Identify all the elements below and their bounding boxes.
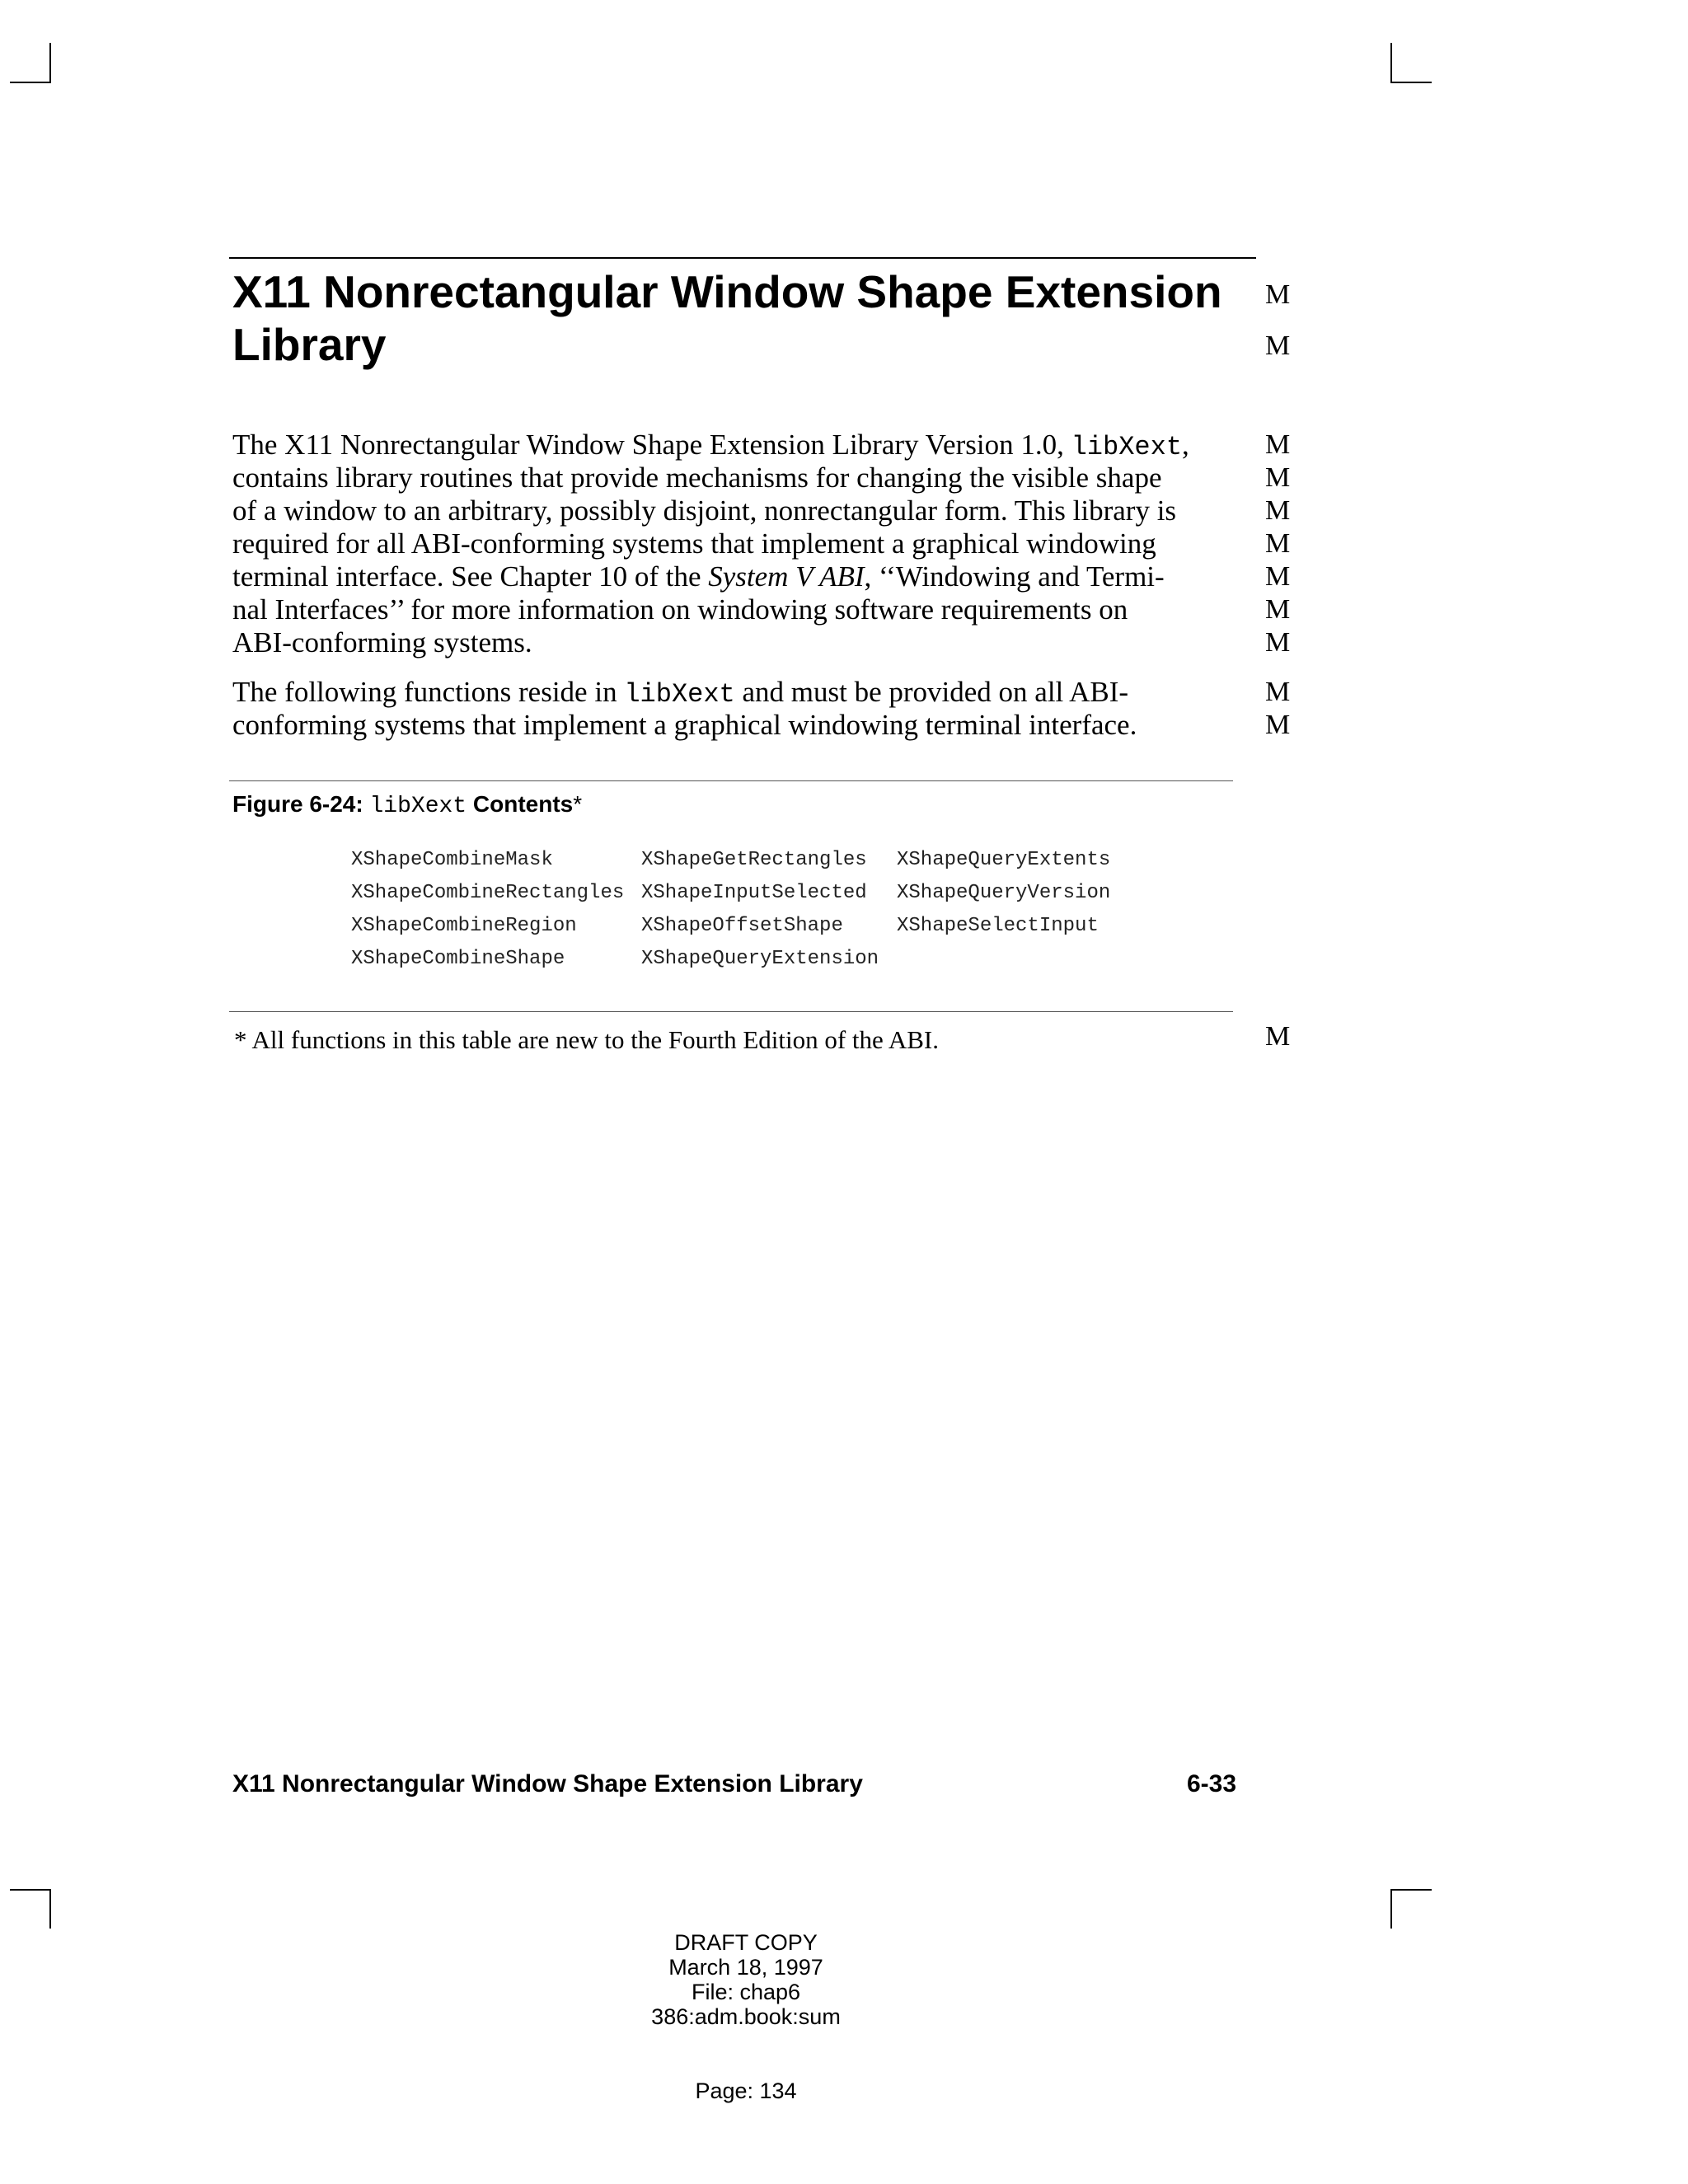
function-name: XShapeGetRectangles — [641, 849, 867, 871]
abi-title: System V ABI — [708, 560, 865, 593]
margin-mark: M — [1265, 462, 1291, 493]
section-heading-line2: Library — [232, 319, 387, 370]
function-name: XShapeQueryExtents — [897, 849, 1111, 871]
margin-mark: M — [1265, 429, 1291, 460]
function-name: XShapeCombineMask — [351, 849, 553, 871]
text-line: of a window to an arbitrary, possibly disjoint, nonrectangular form. This library is — [232, 494, 1177, 527]
function-name: XShapeSelectInput — [897, 915, 1099, 937]
margin-mark: M — [1265, 561, 1291, 592]
figure-footnote: * All functions in this table are new to the Fourth Edition of the ABI. — [234, 1025, 939, 1054]
text-line: nal Interfaces’’ for more information on windowing software requirements on — [232, 593, 1128, 626]
crop-mark-bottom-left-v — [49, 1889, 51, 1929]
figure-code: libXext — [369, 794, 467, 819]
section-heading-line1: X11 Nonrectangular Window Shape Extension — [232, 266, 1222, 317]
margin-mark: M — [1265, 627, 1291, 658]
figure-asterisk: * — [573, 791, 583, 817]
figure-bottom-rule — [229, 1011, 1233, 1012]
paragraph-functions — [232, 676, 1137, 742]
draft-file: File: chap6 — [691, 1980, 801, 2004]
crop-mark-bottom-left-h — [10, 1889, 51, 1891]
function-name: XShapeCombineRectangles — [351, 882, 625, 904]
text-run: and must be provided on all ABI- — [734, 676, 1129, 708]
draft-date: March 18, 1997 — [668, 1955, 823, 1980]
draft-stamp — [581, 1930, 911, 2029]
margin-mark: M — [1265, 594, 1291, 625]
text-run: , ‘‘Windowing and Termi- — [864, 560, 1165, 593]
running-footer-title: X11 Nonrectangular Window Shape Extension Library — [232, 1770, 863, 1797]
crop-mark-top-left-h — [10, 82, 51, 83]
figure-caption — [232, 790, 582, 822]
paragraph-intro — [232, 429, 1189, 659]
function-name: XShapeQueryVersion — [897, 882, 1111, 904]
crop-mark-top-left-v — [49, 43, 51, 82]
text-run: The following functions reside in — [232, 676, 625, 708]
function-name: XShapeQueryExtension — [641, 948, 879, 970]
code-libxext: libXext — [624, 679, 735, 710]
function-name: XShapeOffsetShape — [641, 915, 843, 937]
text-line: ABI-conforming systems. — [232, 626, 532, 658]
crop-mark-bottom-right-v — [1390, 1889, 1392, 1929]
running-footer-page: 6-33 — [1187, 1770, 1237, 1797]
text-line: conforming systems that implement a graphical windowing terminal interface. — [232, 709, 1137, 741]
text-run: terminal interface. See Chapter 10 of the — [232, 560, 709, 593]
margin-mark: M — [1265, 710, 1291, 740]
crop-mark-top-right-v — [1390, 43, 1392, 82]
heading-rule — [229, 257, 1256, 259]
function-name: XShapeInputSelected — [641, 882, 867, 904]
figure-top-rule — [229, 780, 1233, 781]
margin-mark: M — [1265, 677, 1291, 707]
function-name: XShapeCombineRegion — [351, 915, 577, 937]
crop-mark-bottom-right-h — [1390, 1889, 1432, 1891]
margin-mark: M — [1265, 495, 1291, 526]
text-line: contains library routines that provide mechanisms for changing the visible shape — [232, 462, 1162, 494]
text-line — [232, 560, 1189, 593]
margin-mark: M — [1265, 528, 1291, 559]
draft-page-number: Page: 134 — [695, 2079, 797, 2103]
text-line — [232, 676, 1137, 709]
margin-mark: M — [1265, 330, 1291, 361]
text-run: , — [1182, 429, 1189, 461]
crop-mark-top-right-h — [1390, 82, 1432, 83]
section-heading — [232, 265, 1287, 371]
text-line: required for all ABI-conforming systems that implement a graphical windowing — [232, 527, 1156, 560]
function-name: XShapeCombineShape — [351, 948, 565, 970]
margin-mark: M — [1265, 279, 1291, 310]
text-line — [232, 429, 1189, 462]
draft-label: DRAFT COPY — [674, 1930, 818, 1955]
text-run: The X11 Nonrectangular Window Shape Extension Library Version 1.0, — [232, 429, 1071, 461]
figure-label: Figure 6-24: — [232, 791, 363, 817]
figure-title: Contents — [472, 791, 574, 817]
code-libxext: libXext — [1071, 432, 1183, 462]
draft-book: 386:adm.book:sum — [651, 2004, 841, 2029]
margin-mark: M — [1265, 1021, 1291, 1052]
